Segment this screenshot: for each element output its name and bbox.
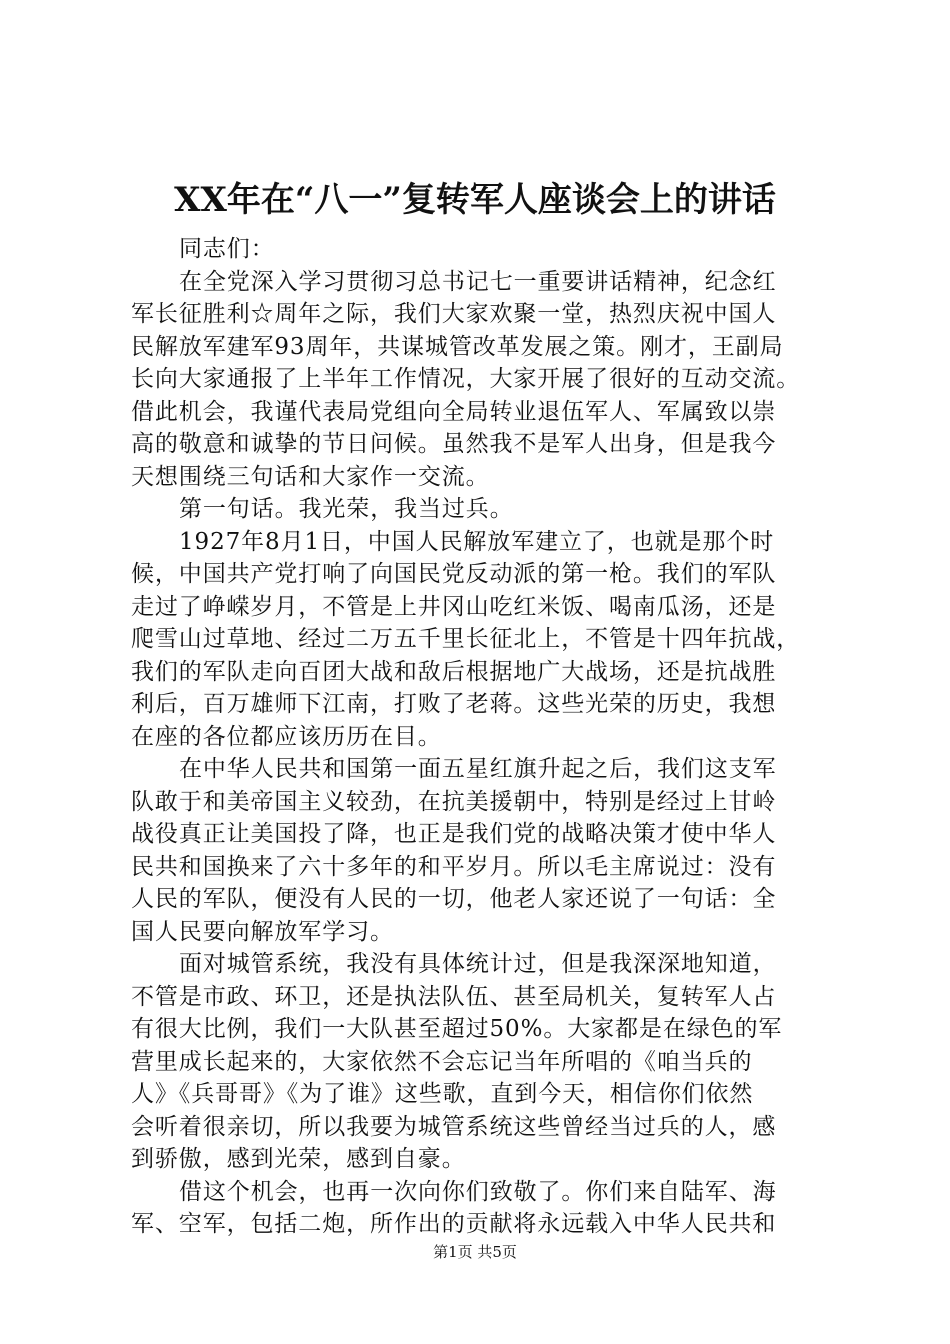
text-line: 第一句话。我光荣，我当过兵。 bbox=[179, 496, 514, 522]
document-body bbox=[131, 233, 831, 1241]
text-line: 候，中国共产党打响了向国民党反动派的第一枪。我们的军队 bbox=[131, 561, 777, 587]
text-line: 借这个机会，也再一次向你们致敬了。你们来自陆军、海 bbox=[179, 1178, 777, 1205]
text-line: 利后，百万雄师下江南，打败了老蒋。这些光荣的历史，我想 bbox=[131, 691, 777, 717]
text-line: 国人民要向解放军学习。 bbox=[131, 918, 394, 945]
text-line: 民共和国换来了六十多年的和平岁月。所以毛主席说过：没有 bbox=[131, 853, 777, 880]
text-line: 人民的军队，便没有人民的一切，他老人家还说了一句话：全 bbox=[131, 886, 777, 912]
text-line: 军、空军，包括二炮，所作出的贡献将永远载入中华人民共和 bbox=[131, 1211, 777, 1237]
text-line: 爬雪山过草地、经过二万五千里长征北上，不管是十四年抗战， bbox=[131, 626, 801, 652]
text-line: 1927年8月1日，中国人民解放军建立了，也就是那个时 bbox=[179, 528, 775, 555]
text-line: 队敢于和美帝国主义较劲，在抗美援朝中，特别是经过上甘岭 bbox=[131, 788, 777, 815]
text-line: 民解放军建军93周年，共谋城管改革发展之策。刚才，王副局 bbox=[131, 333, 784, 360]
text-line: 人》《兵哥哥》《为了谁》这些歌，直到今天，相信你们依然 bbox=[131, 1081, 754, 1107]
text-line: 面对城管系统，我没有具体统计过，但是我深深地知道， bbox=[179, 951, 777, 977]
text-line: 走过了峥嵘岁月，不管是上井冈山吃红米饭、喝南瓜汤，还是 bbox=[131, 593, 777, 620]
text-line: 会听着很亲切，所以我要为城管系统这些曾经当过兵的人，感 bbox=[131, 1113, 777, 1140]
text-line: 有很大比例，我们一大队甚至超过50%。大家都是在绿色的军 bbox=[131, 1016, 783, 1042]
text-line: 在中华人民共和国第一面五星红旗升起之后，我们这支军 bbox=[179, 756, 777, 782]
text-line: 天想围绕三句话和大家作一交流。 bbox=[131, 463, 490, 490]
text-line: 我们的军队走向百团大战和敌后根据地广大战场，还是抗战胜 bbox=[131, 658, 777, 685]
text-line: 高的敬意和诚挚的节日问候。虽然我不是军人出身，但是我今 bbox=[131, 431, 777, 457]
text-line: 战役真正让美国投了降，也正是我们党的战略决策才使中华人 bbox=[131, 821, 777, 847]
document-title: XX年在“八一”复转军人座谈会上的讲话 bbox=[174, 180, 776, 220]
text-line: 长向大家通报了上半年工作情况，大家开展了很好的互动交流。 bbox=[131, 366, 801, 392]
text-line: 在全党深入学习贯彻习总书记七一重要讲话精神，纪念红 bbox=[179, 268, 777, 295]
text-line: 不管是市政、环卫，还是执法队伍、甚至局机关，复转军人占 bbox=[131, 983, 777, 1010]
text-line: 在座的各位都应该历历在目。 bbox=[131, 723, 442, 750]
text-line: 同志们： bbox=[179, 236, 275, 262]
text-line: 到骄傲，感到光荣，感到自豪。 bbox=[131, 1146, 466, 1172]
text-line: 营里成长起来的，大家依然不会忘记当年所唱的《咱当兵的 bbox=[131, 1048, 753, 1075]
text-line: 借此机会，我谨代表局党组向全局转业退伍军人、军属致以崇 bbox=[131, 398, 777, 425]
text-line: 军长征胜利☆周年之际，我们大家欢聚一堂，热烈庆祝中国人 bbox=[131, 301, 777, 327]
page-footer: 第1页 共5页 bbox=[433, 1243, 517, 1261]
